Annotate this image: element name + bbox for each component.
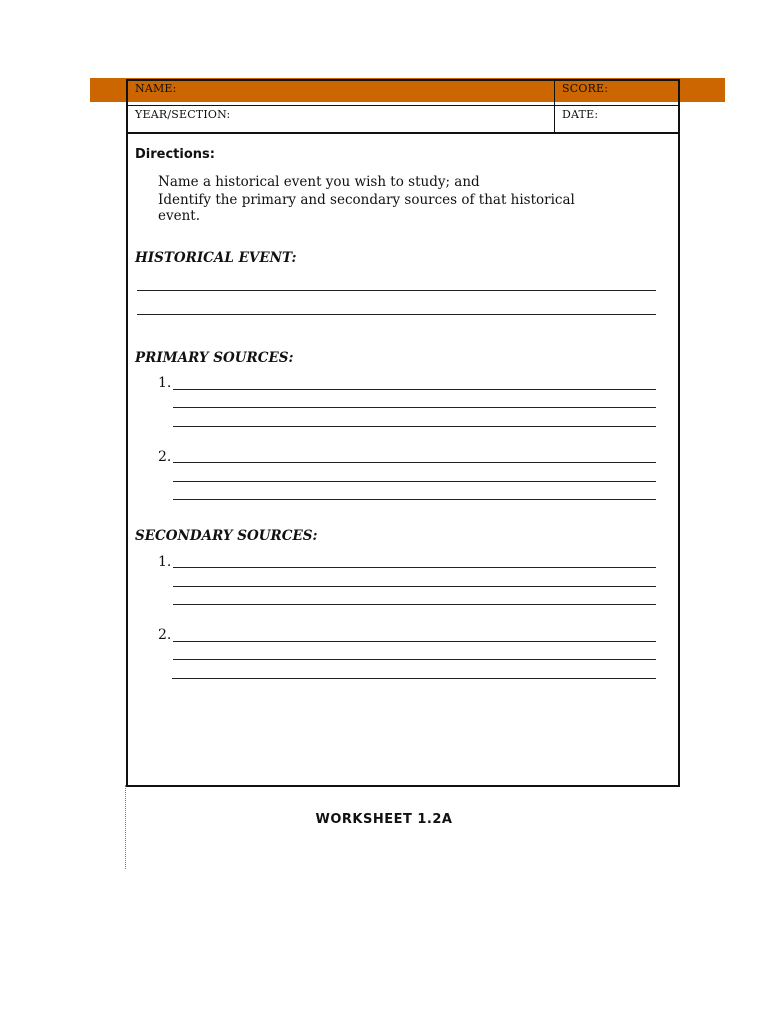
header-bottom-border	[128, 132, 678, 134]
historical-event-answer-line[interactable]	[137, 314, 656, 315]
primary-item-number-1: 1.	[158, 375, 172, 391]
secondary-source-1-answer-line[interactable]	[173, 586, 656, 587]
primary-source-2-answer-line[interactable]	[173, 499, 656, 500]
worksheet-frame	[126, 79, 680, 787]
secondary-source-1-answer-line[interactable]	[173, 604, 656, 605]
direction-line-2: Identify the primary and secondary sources of that historical	[158, 192, 575, 208]
primary-sources-title: PRIMARY SOURCES:	[135, 350, 294, 366]
secondary-item-number-2: 2.	[158, 627, 172, 643]
secondary-source-2-answer-line[interactable]	[173, 659, 656, 660]
primary-source-1-answer-line[interactable]	[173, 389, 656, 390]
worksheet-label: WORKSHEET 1.2A	[315, 812, 453, 827]
score-label: SCORE:	[562, 82, 609, 95]
directions-title: Directions:	[135, 147, 215, 162]
primary-source-2-answer-line[interactable]	[173, 462, 656, 463]
secondary-sources-title: SECONDARY SOURCES:	[135, 528, 318, 544]
historical-event-title: HISTORICAL EVENT:	[135, 250, 297, 266]
direction-line-1: Name a historical event you wish to study; and	[158, 174, 480, 190]
historical-event-answer-line[interactable]	[137, 290, 656, 291]
primary-source-1-answer-line[interactable]	[173, 426, 656, 427]
name-label: NAME:	[135, 82, 177, 95]
primary-source-1-answer-line[interactable]	[173, 407, 656, 408]
header-column-divider	[554, 81, 555, 132]
secondary-source-1-answer-line[interactable]	[173, 567, 656, 568]
date-label: DATE:	[562, 108, 599, 121]
header-row-divider	[128, 105, 678, 106]
primary-source-2-answer-line[interactable]	[173, 481, 656, 482]
secondary-source-2-answer-line[interactable]	[172, 678, 656, 679]
primary-item-number-2: 2.	[158, 449, 172, 465]
margin-guide-line	[125, 785, 126, 869]
direction-line-3: event.	[158, 208, 201, 224]
secondary-source-2-answer-line[interactable]	[173, 641, 656, 642]
year-section-label: YEAR/SECTION:	[135, 108, 231, 121]
secondary-item-number-1: 1.	[158, 554, 172, 570]
